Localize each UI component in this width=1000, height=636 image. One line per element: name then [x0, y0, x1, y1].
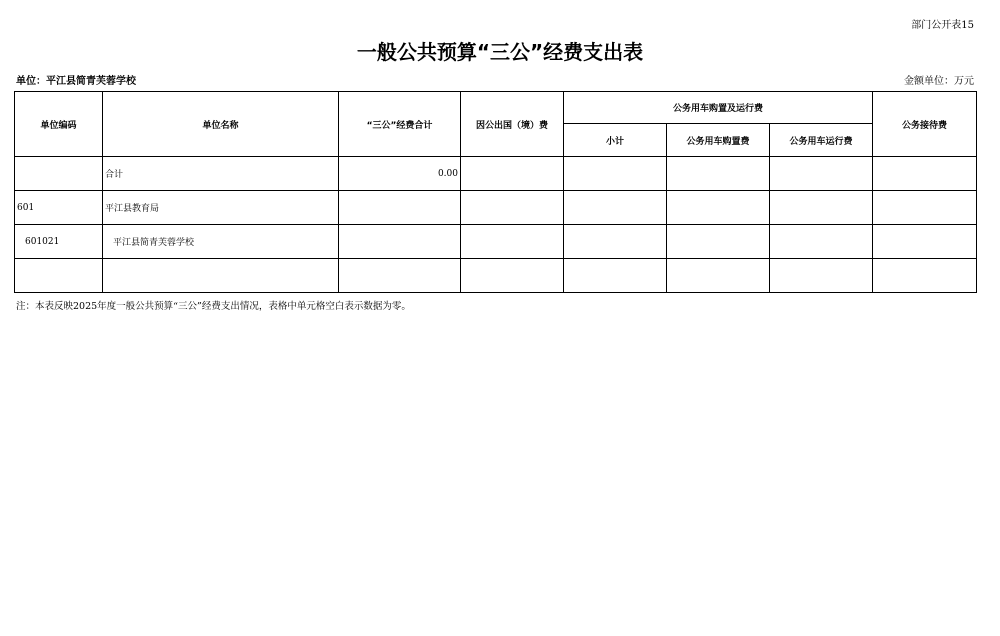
cell-vehicle-purchase [667, 157, 770, 191]
cell-reception [873, 191, 977, 225]
cell-name [103, 259, 339, 293]
three-public-expenses-table [14, 91, 977, 293]
cell-abroad [461, 191, 564, 225]
cell-total: 0.00 [339, 157, 461, 191]
cell-name: 合计 [103, 157, 339, 191]
cell-code [15, 157, 103, 191]
cell-reception [873, 259, 977, 293]
cell-vehicle-operation [770, 259, 873, 293]
cell-total [339, 259, 461, 293]
cell-subtotal [564, 157, 667, 191]
header-subtotal: 小计 [564, 124, 667, 157]
cell-name: 平江县教育局 [103, 191, 339, 225]
cell-vehicle-operation [770, 225, 873, 259]
table-note: 注：本表反映2025年度一般公共预算“三公”经费支出情况，表格中单元格空白表示数据为零。 [16, 301, 411, 312]
cell-abroad [461, 225, 564, 259]
cell-subtotal [564, 225, 667, 259]
table-row [15, 225, 977, 259]
cell-name: 平江县简青芙蓉学校 [103, 225, 339, 259]
table-row [15, 259, 977, 293]
cell-vehicle-purchase [667, 225, 770, 259]
header-vehicle-purchase: 公务用车购置费 [667, 124, 770, 157]
cell-vehicle-operation [770, 191, 873, 225]
cell-subtotal [564, 259, 667, 293]
page-title: 一般公共预算“三公”经费支出表 [356, 40, 644, 64]
cell-subtotal [564, 191, 667, 225]
cell-code [15, 259, 103, 293]
header-abroad: 因公出国（境）费 [461, 92, 564, 157]
header-total: “三公”经费合计 [339, 92, 461, 157]
cell-vehicle-purchase [667, 259, 770, 293]
header-unit-code: 单位编码 [15, 92, 103, 157]
header-vehicle-group: 公务用车购置及运行费 [564, 92, 873, 124]
money-unit-label: 金额单位：万元 [904, 76, 974, 87]
header-vehicle-operation: 公务用车运行费 [770, 124, 873, 157]
header-reception: 公务接待费 [873, 92, 977, 157]
cell-code: 601 [15, 191, 103, 225]
cell-abroad [461, 157, 564, 191]
cell-reception [873, 225, 977, 259]
table-row [15, 191, 977, 225]
cell-abroad [461, 259, 564, 293]
cell-code: 601021 [15, 225, 103, 259]
unit-label: 单位：平江县简青芙蓉学校 [16, 76, 136, 87]
cell-vehicle-operation [770, 157, 873, 191]
cell-total [339, 191, 461, 225]
table-row [15, 157, 977, 191]
cell-total [339, 225, 461, 259]
cell-reception [873, 157, 977, 191]
header-unit-name: 单位名称 [103, 92, 339, 157]
table-code: 部门公开表15 [911, 20, 974, 31]
cell-vehicle-purchase [667, 191, 770, 225]
